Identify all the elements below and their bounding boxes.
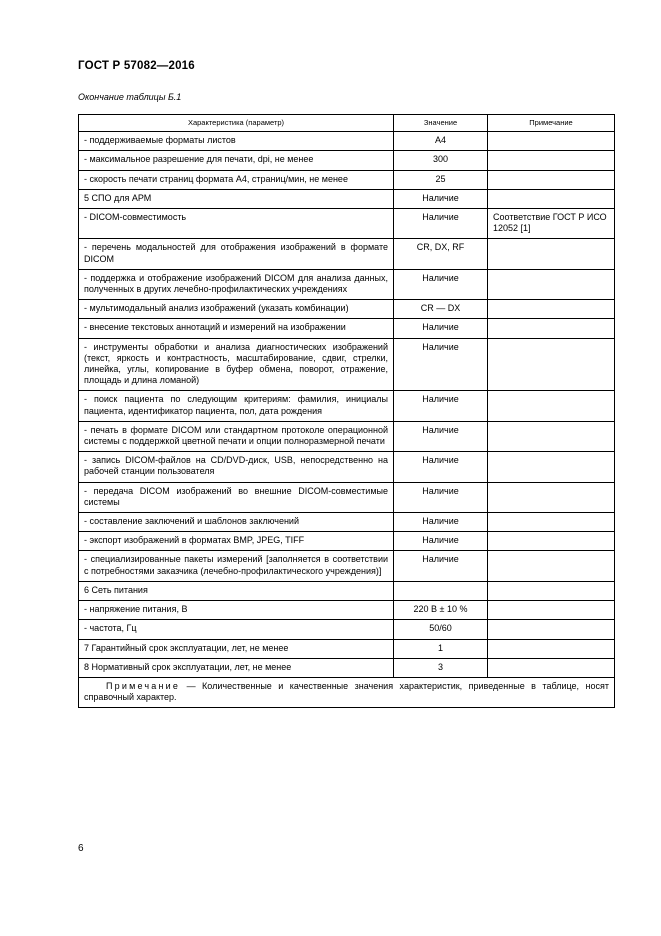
table-footnote bbox=[79, 677, 615, 707]
table-footnote-row bbox=[79, 677, 615, 707]
cell-value: Наличие bbox=[394, 482, 488, 512]
cell-characteristic: 6 Сеть питания bbox=[79, 581, 394, 600]
cell-value: 25 bbox=[394, 170, 488, 189]
cell-note bbox=[488, 132, 615, 151]
footnote-text: — Количественные и качественные значения характеристик, приведенные в таблице, носят справочный характер. bbox=[84, 680, 609, 703]
table-row bbox=[79, 581, 615, 600]
cell-characteristic: - DICOM-совместимость bbox=[79, 209, 394, 239]
table-row bbox=[79, 239, 615, 269]
table-row bbox=[79, 391, 615, 421]
cell-characteristic: - внесение текстовых аннотаций и измерений на изображении bbox=[79, 319, 394, 338]
cell-value: Наличие bbox=[394, 421, 488, 451]
cell-characteristic: - мультимодальный анализ изображений (указать комбинации) bbox=[79, 300, 394, 319]
cell-value: Наличие bbox=[394, 551, 488, 581]
cell-characteristic: - поддерживаемые форматы листов bbox=[79, 132, 394, 151]
cell-characteristic: - печать в формате DICOM или стандартном протоколе операционной системы с поддержкой цветной печати и опции полноразмерной печати bbox=[79, 421, 394, 451]
column-header-note: Примечание bbox=[488, 115, 615, 132]
cell-value: А4 bbox=[394, 132, 488, 151]
table-row bbox=[79, 532, 615, 551]
table-row bbox=[79, 170, 615, 189]
table-row bbox=[79, 513, 615, 532]
cell-value: Наличие bbox=[394, 532, 488, 551]
table-header-row bbox=[79, 115, 615, 132]
cell-note bbox=[488, 639, 615, 658]
cell-characteristic: - максимальное разрешение для печати, dpi, не менее bbox=[79, 151, 394, 170]
cell-note bbox=[488, 658, 615, 677]
cell-value: CR, DX, RF bbox=[394, 239, 488, 269]
table-row bbox=[79, 620, 615, 639]
cell-characteristic: 7 Гарантийный срок эксплуатации, лет, не менее bbox=[79, 639, 394, 658]
table-row bbox=[79, 269, 615, 299]
cell-value: 220 В ± 10 % bbox=[394, 601, 488, 620]
cell-value: 1 bbox=[394, 639, 488, 658]
cell-value: Наличие bbox=[394, 391, 488, 421]
cell-characteristic: - составление заключений и шаблонов заключений bbox=[79, 513, 394, 532]
cell-note bbox=[488, 391, 615, 421]
cell-value: Наличие bbox=[394, 513, 488, 532]
cell-characteristic: 5 СПО для АРМ bbox=[79, 189, 394, 208]
table-row bbox=[79, 189, 615, 208]
cell-value: 300 bbox=[394, 151, 488, 170]
cell-note bbox=[488, 170, 615, 189]
cell-note bbox=[488, 581, 615, 600]
cell-characteristic: - поиск пациента по следующим критериям: фамилия, инициалы пациента, идентификатор пациента, пол, дата рождения bbox=[79, 391, 394, 421]
table-row bbox=[79, 300, 615, 319]
cell-characteristic: - скорость печати страниц формата А4, страниц/мин, не менее bbox=[79, 170, 394, 189]
cell-note bbox=[488, 319, 615, 338]
cell-note: Соответствие ГОСТ Р ИСО 12052 [1] bbox=[488, 209, 615, 239]
cell-note bbox=[488, 601, 615, 620]
table-row bbox=[79, 151, 615, 170]
cell-characteristic: - инструменты обработки и анализа диагностических изображений (текст, яркость и контрастность, масштабирование, сдвиг, стрелки, линейка, углы, копирование в буфер обмена, поворот, отражение, площадь и длина ломаной) bbox=[79, 338, 394, 391]
document-header: ГОСТ Р 57082—2016 bbox=[78, 60, 195, 72]
cell-note bbox=[488, 189, 615, 208]
cell-note bbox=[488, 551, 615, 581]
cell-value: Наличие bbox=[394, 189, 488, 208]
cell-note bbox=[488, 300, 615, 319]
table-row bbox=[79, 319, 615, 338]
cell-note bbox=[488, 482, 615, 512]
cell-note bbox=[488, 620, 615, 639]
cell-value: Наличие bbox=[394, 452, 488, 482]
cell-characteristic: - передача DICOM изображений во внешние DICOM-совместимые системы bbox=[79, 482, 394, 512]
table-row bbox=[79, 639, 615, 658]
footnote-label: Примечание bbox=[106, 680, 181, 691]
table-row bbox=[79, 209, 615, 239]
cell-note bbox=[488, 239, 615, 269]
cell-characteristic: 8 Нормативный срок эксплуатации, лет, не менее bbox=[79, 658, 394, 677]
cell-characteristic: - запись DICOM-файлов на CD/DVD-диск, USB, непосредственно на рабочей станции пользователя bbox=[79, 452, 394, 482]
cell-note bbox=[488, 338, 615, 391]
table-row bbox=[79, 658, 615, 677]
specification-table bbox=[78, 114, 615, 708]
cell-value: 50/60 bbox=[394, 620, 488, 639]
table-caption: Окончание таблицы Б.1 bbox=[78, 92, 182, 102]
cell-characteristic: - напряжение питания, В bbox=[79, 601, 394, 620]
cell-value bbox=[394, 581, 488, 600]
table-row bbox=[79, 421, 615, 451]
cell-characteristic: - поддержка и отображение изображений DICOM для анализа данных, полученных в других лечебно-профилактических учреждениях bbox=[79, 269, 394, 299]
table-row bbox=[79, 338, 615, 391]
table-row bbox=[79, 482, 615, 512]
table-row bbox=[79, 132, 615, 151]
cell-note bbox=[488, 269, 615, 299]
table-row bbox=[79, 551, 615, 581]
cell-value: Наличие bbox=[394, 319, 488, 338]
page-number: 6 bbox=[78, 843, 84, 854]
cell-value: Наличие bbox=[394, 269, 488, 299]
cell-value: 3 bbox=[394, 658, 488, 677]
table-body bbox=[79, 132, 615, 678]
cell-characteristic: - экспорт изображений в форматах BMP, JPEG, TIFF bbox=[79, 532, 394, 551]
cell-note bbox=[488, 452, 615, 482]
cell-value: Наличие bbox=[394, 209, 488, 239]
cell-characteristic: - специализированные пакеты измерений [заполняется в соответствии с потребностями заказчика (лечебно-профилактического учреждения)] bbox=[79, 551, 394, 581]
table-row bbox=[79, 601, 615, 620]
cell-note bbox=[488, 513, 615, 532]
column-header-value: Значение bbox=[394, 115, 488, 132]
cell-characteristic: - перечень модальностей для отображения изображений в формате DICOM bbox=[79, 239, 394, 269]
cell-value: CR — DX bbox=[394, 300, 488, 319]
column-header-characteristic: Характеристика (параметр) bbox=[79, 115, 394, 132]
cell-note bbox=[488, 421, 615, 451]
cell-value: Наличие bbox=[394, 338, 488, 391]
table-row bbox=[79, 452, 615, 482]
cell-note bbox=[488, 532, 615, 551]
cell-characteristic: - частота, Гц bbox=[79, 620, 394, 639]
cell-note bbox=[488, 151, 615, 170]
